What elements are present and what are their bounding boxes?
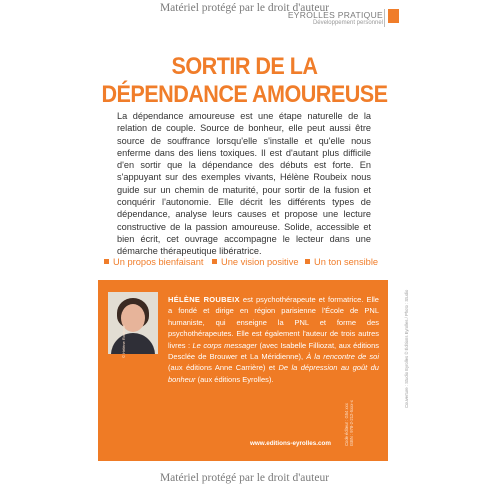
book-title-line-1: SORTIR DE LA (171, 53, 318, 80)
publisher-logo (288, 11, 383, 27)
author-photo (108, 292, 158, 354)
author-bio (168, 294, 379, 385)
tagline-item (305, 257, 378, 267)
bio-text: (aux éditions Anne Carrière) et (168, 363, 279, 373)
bio-text: (aux éditions Eyrolles). (195, 374, 274, 384)
cover-credit: Couverture : Studio Eyrolles © Éditions Eyrolles / Photo : Studio (404, 289, 409, 408)
copyright-watermark-bottom: Matériel protégé par le droit d'auteur (159, 472, 330, 484)
square-bullet-icon (104, 259, 109, 264)
tagline-text: Une vision positive (221, 257, 299, 267)
publisher-website-link[interactable]: www.editions-eyrolles.com (250, 440, 331, 447)
book-title-line-2: DÉPENDANCE AMOUREUSE (101, 81, 388, 108)
barcode-meta (344, 400, 354, 446)
publisher-divider (384, 9, 385, 27)
bio-text: (avec Isabelle Filliozat, aux éditions Desclée de Brouwer et La Méridienne), (168, 340, 380, 362)
tagline-text: Un propos bienfaisant (113, 257, 204, 267)
barcode-meta-line: Code éditeur : G54 xxx (344, 403, 349, 446)
book-title (24, 53, 464, 109)
photo-credit: © Hélène Roubeix (121, 325, 126, 358)
book-summary: La dépendance amoureuse est une étape naturelle de la relation de couple. Source de bonheur, elle peut aussi être source de souffrance lorsqu'elle s'installe et qu'elle nous enferme dans des liens toxiques. Il est d'autant plus difficile d'en sortir que la dépendance des débuts est forte. En s'appuyant sur des exemples vivants, Hélène Roubeix nous guide sur un chemin de maturité, pour sortir de la fusion et conquérir l'autonomie. Elle décrit les différents types de dépendance, analyse leurs causes et propose une lecture constructive de la passion amoureuse. Solide, accessible et bien écrit, cet ouvrage accompagne le lecteur dans une démarche thérapeutique libératrice. (117, 111, 371, 257)
square-bullet-icon (305, 259, 310, 264)
tagline-item (104, 257, 203, 267)
taglines (0, 257, 489, 271)
book-reference: À la rencontre de soi (306, 352, 379, 362)
book-reference: Le corps messager (192, 340, 258, 350)
tagline-text: Un ton sensible (314, 257, 379, 267)
bio-text: est psychothérapeute et formatrice. Elle a fondé et dirige en région parisienne l'École de PNL humaniste, qui enseigne la PNL et forme des psychothérapeutes. Elle est également l'auteur de trois autres livres : (168, 295, 379, 350)
copyright-watermark-top: Matériel protégé par le droit d'auteur (159, 2, 330, 14)
publisher-brand: EYROLLES PRATIQUE (287, 10, 383, 20)
book-reference: De la dépression au goût du bonheur (168, 363, 379, 384)
author-name: HÉLÈNE ROUBEIX (168, 295, 240, 304)
tagline-item (212, 257, 299, 267)
square-bullet-icon (212, 259, 217, 264)
publisher-series: Développement personnel (312, 20, 383, 26)
publisher-square-icon (388, 9, 399, 23)
barcode-meta-line: ISBN : 978-2-212-5xxx-x (349, 400, 355, 446)
author-panel (98, 280, 388, 461)
